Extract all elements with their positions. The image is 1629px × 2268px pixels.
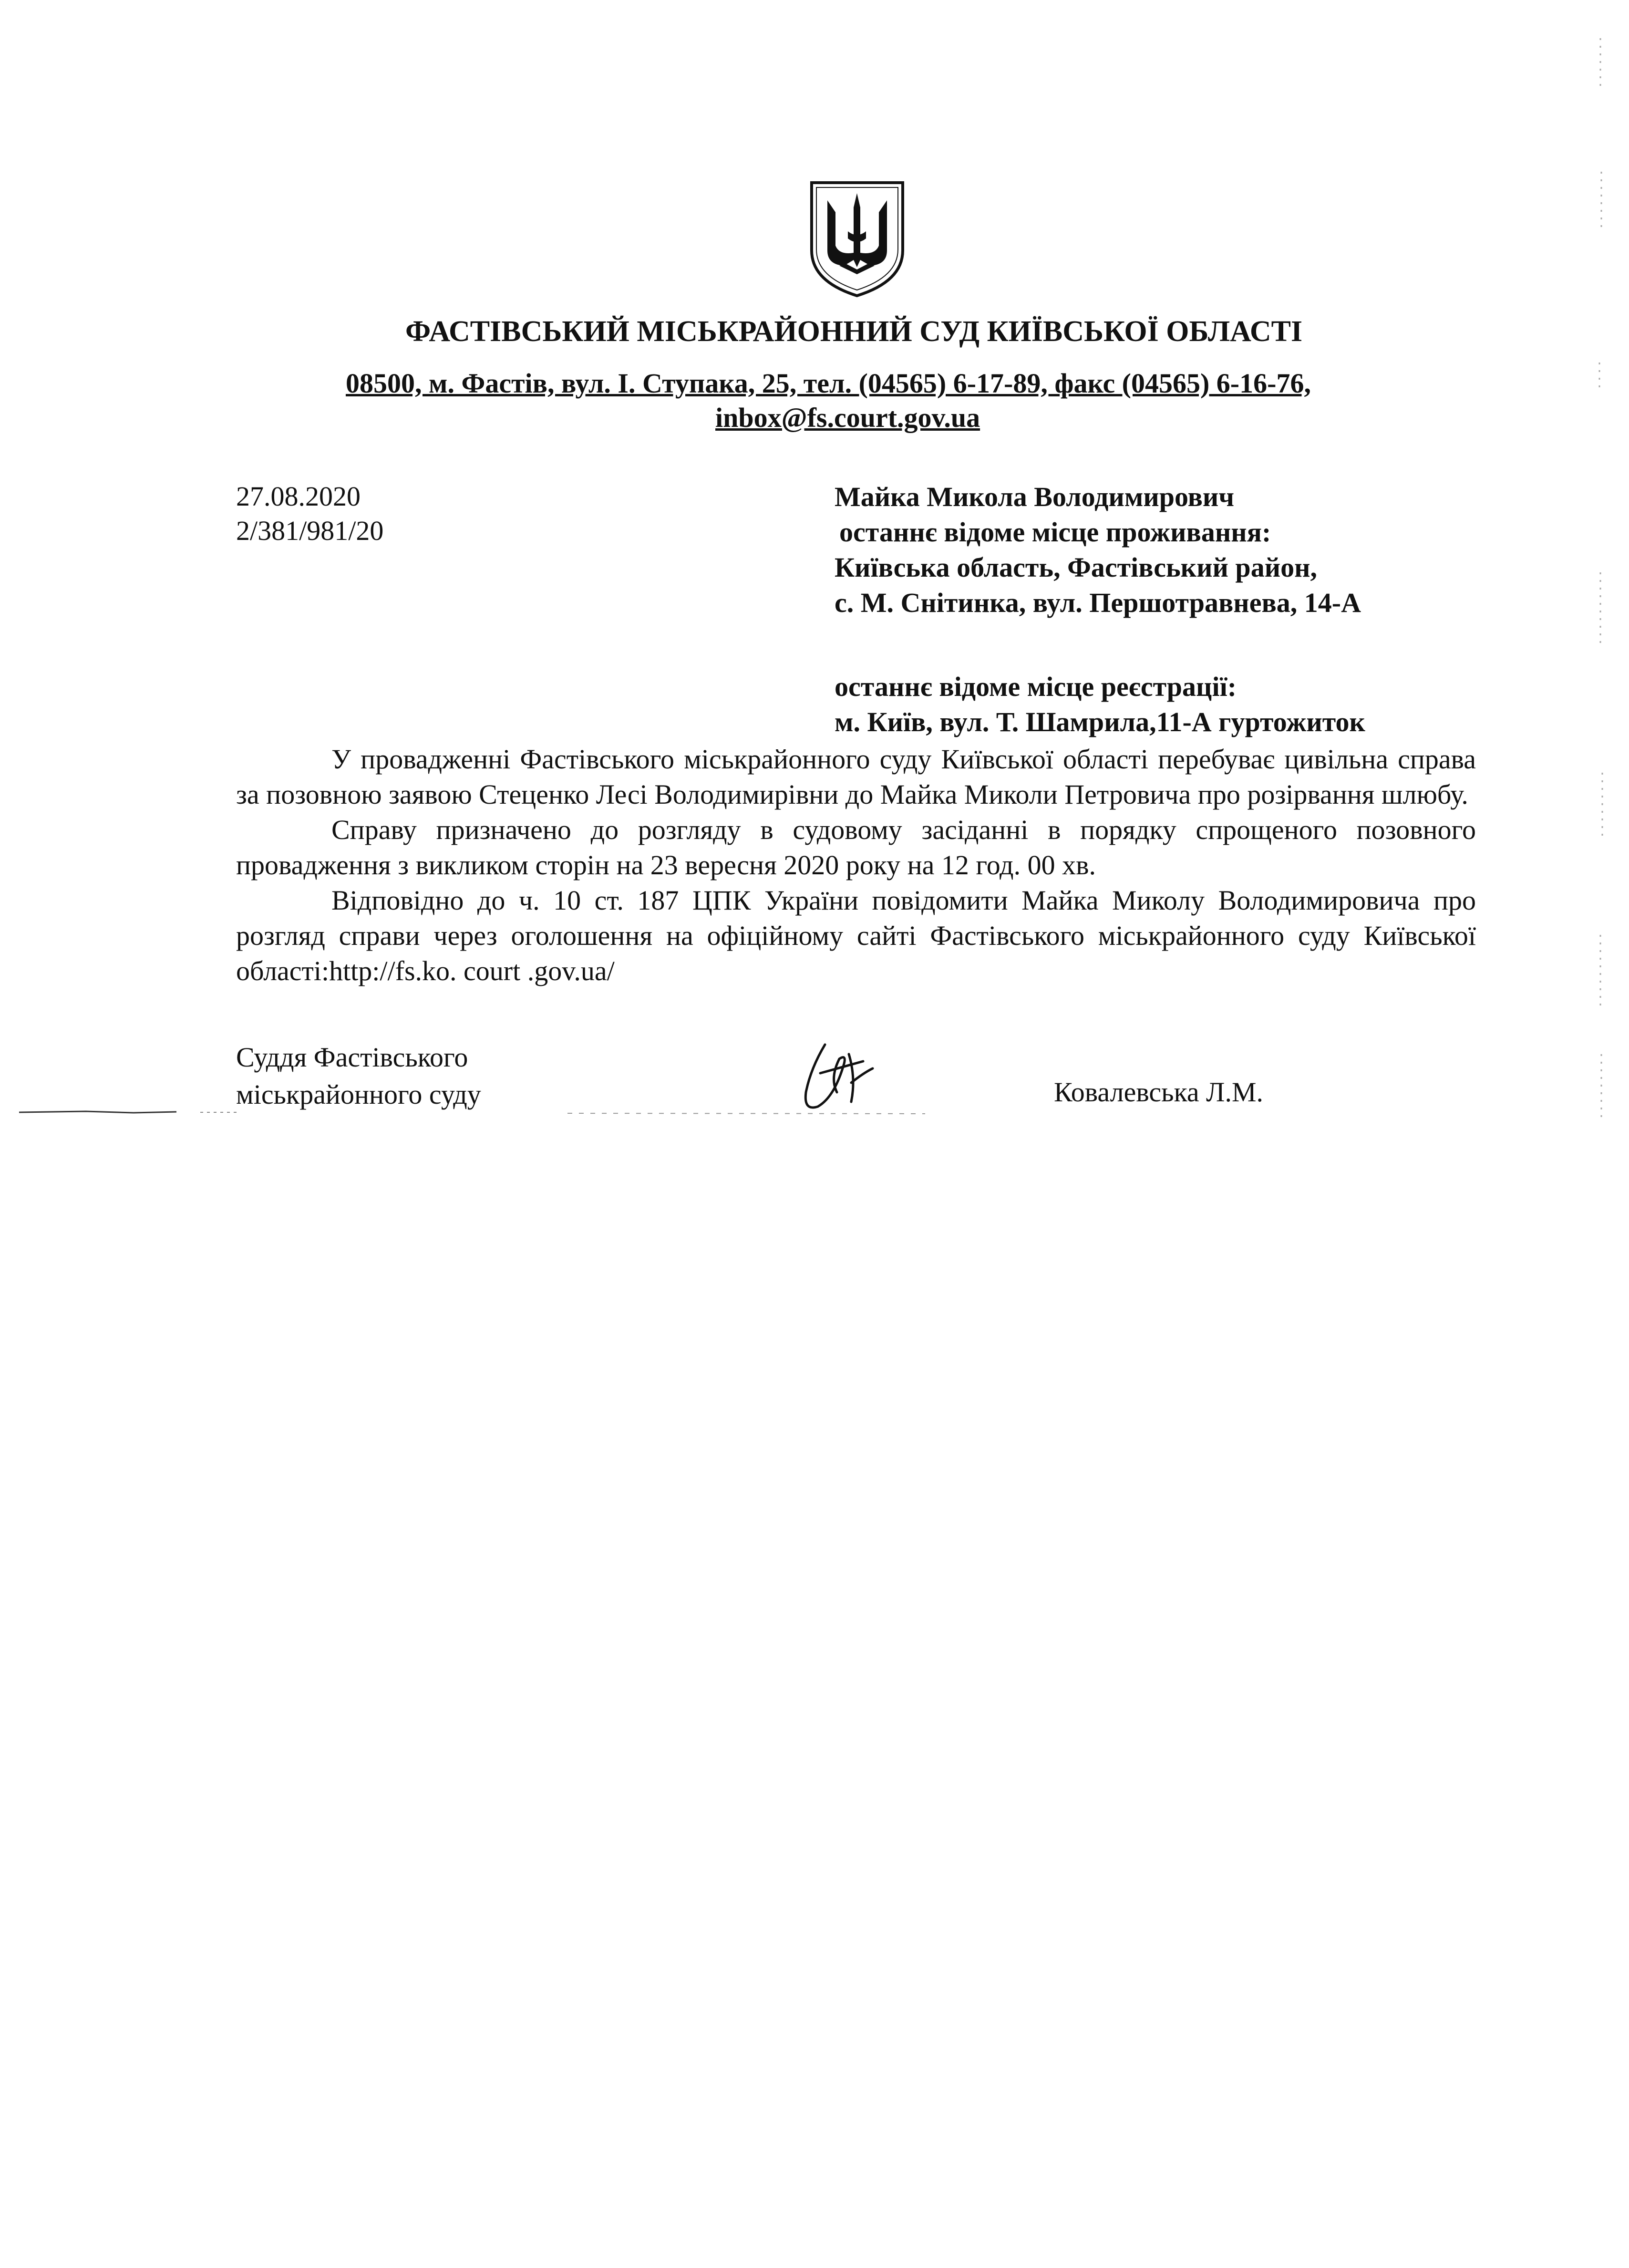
judge-role-line-1: Суддя Фастівського <box>236 1042 468 1073</box>
residence-label: останнє відоме місце проживання: <box>839 517 1271 548</box>
document-meta <box>236 479 383 548</box>
document-date: 27.08.2020 <box>236 481 361 512</box>
notice-body <box>236 742 1476 989</box>
judge-name: Ковалевська Л.М. <box>1054 1077 1264 1108</box>
recipient-block <box>835 479 1365 740</box>
judge-role <box>236 1039 481 1113</box>
scan-artifact-dots <box>1586 29 1615 1126</box>
body-paragraph-2: Справу призначено до розгляду в судовому засіданні в порядку спрощеного позовного провадження з викликом сторін на 23 вересня 2020 року на 12 год. 00 хв. <box>236 814 1476 880</box>
court-name: ФАСТІВСЬКИЙ МІСЬКРАЙОННИЙ СУД КИЇВСЬКОЇ ОБЛАСТІ <box>405 315 1303 348</box>
court-address: 08500, м. Фастів, вул. І. Ступака, 25, тел. (04565) 6-17-89, факс (04565) 6-16-76, <box>346 368 1311 399</box>
residence-line-2: с. М. Снітинка, вул. Першотравнева, 14-А <box>835 587 1361 618</box>
recipient-name: Майка Микола Володимирович <box>835 481 1235 512</box>
document-ref-number: 2/381/981/20 <box>236 515 384 546</box>
body-paragraph-3: Відповідно до ч. 10 ст. 187 ЦПК України повідомити Майка Миколу Володимировича про розгляд справи через оголошення на офіційному сайті Фастівського міськрайонного суду Київської області:http://fs.ko. court .gov.ua/ <box>236 885 1476 986</box>
judge-role-line-2: міськрайонного суду <box>236 1079 481 1110</box>
residence-line-1: Київська область, Фастівський район, <box>835 552 1318 583</box>
handwritten-signature-icon <box>792 1040 887 1116</box>
registration-line-1: м. Київ, вул. Т. Шамрила,11-А гуртожиток <box>835 706 1365 737</box>
court-email: inbox@fs.court.gov.ua <box>715 402 980 433</box>
body-paragraph-1: У провадженні Фастівського міськрайонного суду Київської області перебуває цивільна справа за позовною заявою Стеценко Лесі Володимирівни до Майка Миколи Петровича про розірвання шлюбу. <box>236 744 1476 810</box>
trident-emblem-icon <box>806 179 908 298</box>
registration-label: останнє відоме місце реєстрації: <box>835 671 1237 702</box>
scan-artifact-line <box>19 1107 925 1116</box>
